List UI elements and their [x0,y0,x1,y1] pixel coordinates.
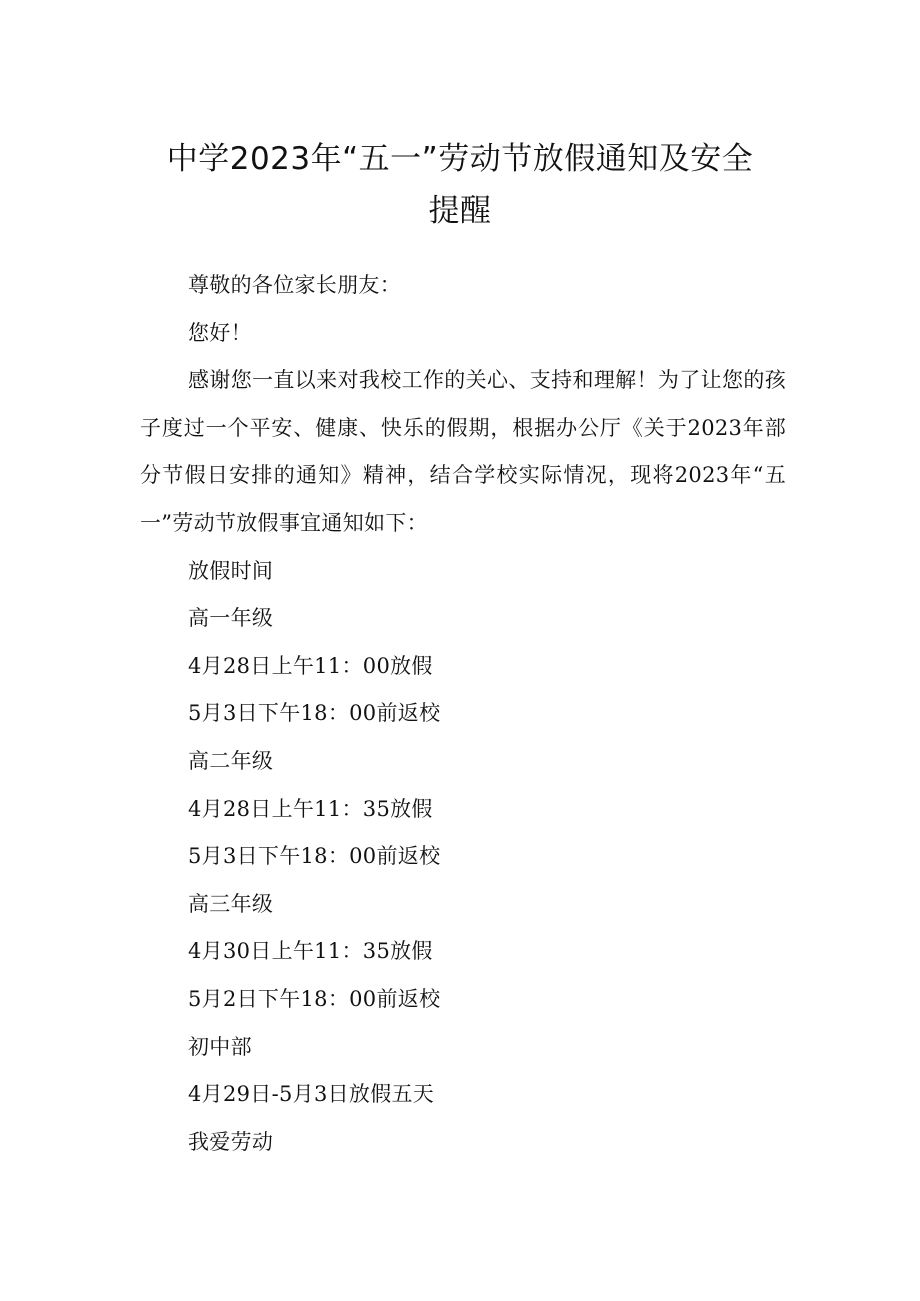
grade-3-return-time: 5月2日下午18：00前返校 [188,986,441,1011]
section-heading-labor: 我爱劳动 [188,1129,274,1154]
junior-section-schedule: 4月29日-5月3日放假五天 [188,1082,435,1107]
title-line-1: 中学2023年“五一”劳动节放假通知及安全 [166,141,754,177]
grade-2-name: 高二年级 [188,748,274,773]
grade-3-name: 高三年级 [188,891,274,916]
grade-2-leave-time: 4月28日上午11：35放假 [188,796,433,821]
greeting: 您好！ [188,320,252,345]
title-line-2: 提醒 [428,193,492,229]
grade-2-return-time: 5月3日下午18：00前返校 [188,844,441,869]
document-title [120,133,800,237]
junior-section-name: 初中部 [188,1034,252,1059]
grade-1-name: 高一年级 [188,606,274,631]
intro-paragraph: 感谢您一直以来对我校工作的关心、支持和理解！为了让您的孩子度过一个平安、健康、快乐的假期，根据办公厅《关于2023年部分节假日安排的通知》精神，结合学校实际情况，现将2023年“五一”劳动节放假事宜通知如下： [140,368,786,535]
section-heading-holiday-time: 放假时间 [188,558,274,583]
grade-3-leave-time: 4月30日上午11：35放假 [188,939,433,964]
salutation: 尊敬的各位家长朋友： [188,273,401,297]
grade-1-return-time: 5月3日下午18：00前返校 [188,701,441,726]
document-body [140,262,786,1166]
grade-1-leave-time: 4月28日上午11：00放假 [188,653,433,678]
